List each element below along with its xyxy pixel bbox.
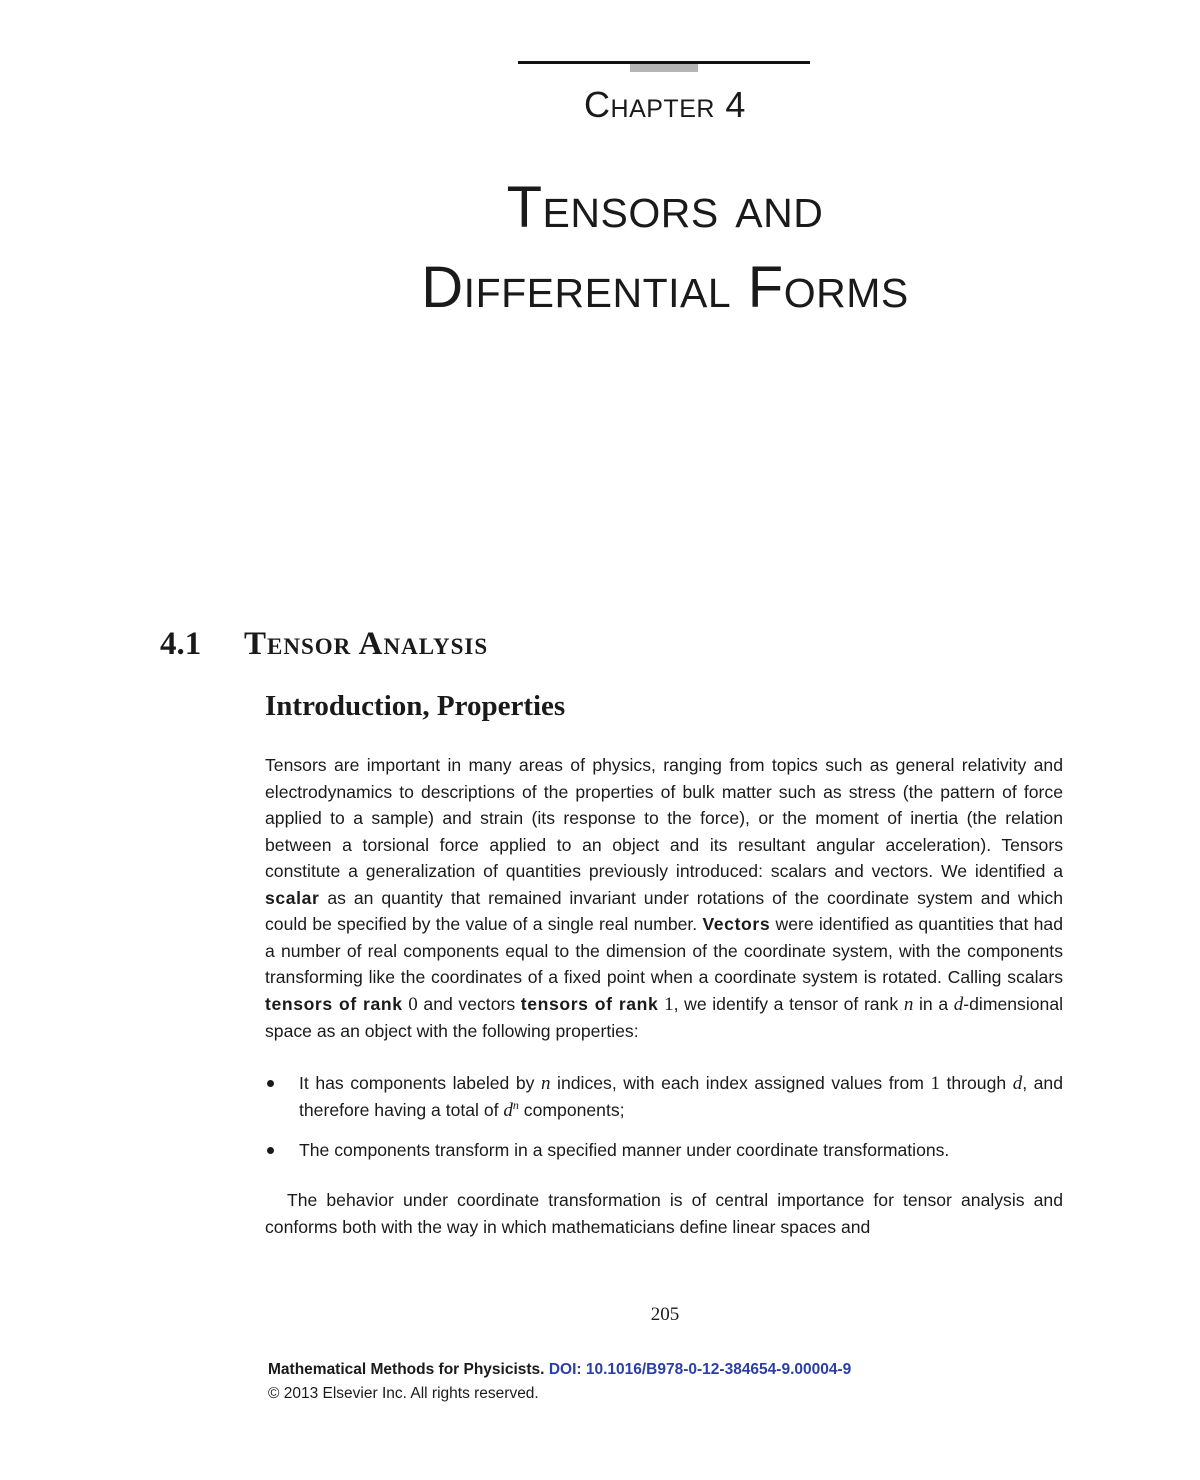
- chapter-rule-gray: [630, 64, 698, 72]
- p1-text-6: in a: [913, 993, 954, 1014]
- page-number: 205: [650, 1304, 680, 1325]
- body-text: [265, 752, 1063, 1240]
- p1-text-2: as an quantity that remained invariant under rotations of the coordinate system and which could be specified by the value of a single real number.: [265, 887, 1063, 934]
- math-n: n: [541, 1072, 551, 1094]
- b1-text-2: indices, with each index assigned values from: [550, 1072, 931, 1093]
- book-title: Mathematical Methods for Physicists.: [268, 1361, 545, 1378]
- math-n: n: [903, 993, 914, 1015]
- math-d-power-base: d: [503, 1100, 513, 1121]
- term-vectors: Vectors: [702, 914, 771, 934]
- b2-text: The components transform in a specified manner under coordinate transformations.: [299, 1139, 950, 1160]
- p1-text-5: , we identify a tensor of rank: [673, 993, 904, 1014]
- list-item: [265, 1137, 1063, 1164]
- math-d: d: [1012, 1072, 1023, 1094]
- footer-line-1: [268, 1358, 1068, 1382]
- index-one: 1: [930, 1072, 940, 1094]
- paragraph-2: The behavior under coordinate transformation is of central importance for tensor analysis and conforms both with the way in which mathematicians define linear spaces and: [265, 1190, 1063, 1237]
- section-title: Tensor Analysis: [244, 626, 489, 662]
- rank-one: 1: [664, 993, 674, 1015]
- chapter-title-line-1: Tensors and: [506, 175, 824, 240]
- math-n-exponent: n: [512, 1098, 519, 1113]
- property-list: [265, 1070, 1063, 1164]
- b1-text-5: components;: [518, 1100, 625, 1120]
- copyright: © 2013 Elsevier Inc. All rights reserved.: [268, 1385, 539, 1402]
- p1-text-3: were identified as quantities that had a number of real components equal to the dimension of the coordinate system, with the components transforming like the coordinates of a fixed point when a coordinate system is rotated. Calling scalars: [265, 914, 1063, 987]
- p1-text-7: -dimensional space as an object with the following properties:: [265, 993, 1064, 1041]
- b1-text-1: It has components labeled by: [299, 1072, 542, 1093]
- p1-text-1: Tensors are important in many areas of physics, ranging from topics such as general relativity and electrodynamics to descriptions of the properties of bulk matter such as stress (the pattern of force applied to a sample) and strain (its response to the force), or the moment of inertia (the relation between a torsional force applied to an object and its resultant angular acceleration). Tensors constitute a generalization of quantities previously introduced: scalars and vectors. We identified a: [265, 755, 1063, 881]
- b1-text-3: through: [939, 1072, 1013, 1093]
- rank-zero: 0: [408, 993, 418, 1015]
- subsection-heading: Introduction, Properties: [265, 690, 566, 722]
- doi-link[interactable]: DOI: 10.1016/B978-0-12-384654-9.00004-9: [548, 1361, 852, 1378]
- section-number: 4.1: [160, 626, 202, 662]
- paragraph-1: [265, 752, 1063, 1045]
- term-scalar: scalar: [265, 887, 320, 908]
- math-d: d: [953, 993, 964, 1015]
- chapter-title-line-2: Differential Forms: [421, 255, 909, 320]
- term-tensors-rank-1: tensors of rank: [520, 993, 659, 1014]
- chapter-title: [300, 168, 1030, 328]
- b1-text-4: , and therefore having a total of: [299, 1072, 1063, 1120]
- list-item: [265, 1070, 1063, 1125]
- bullet-icon: [267, 1080, 274, 1087]
- chapter-label: Chapter 4: [584, 84, 746, 125]
- p1-text-4: and vectors: [417, 993, 521, 1014]
- footer: [268, 1358, 1068, 1406]
- bullet-icon: [267, 1147, 274, 1154]
- section-heading: [160, 626, 1060, 663]
- term-tensors-rank-0: tensors of rank: [265, 993, 403, 1014]
